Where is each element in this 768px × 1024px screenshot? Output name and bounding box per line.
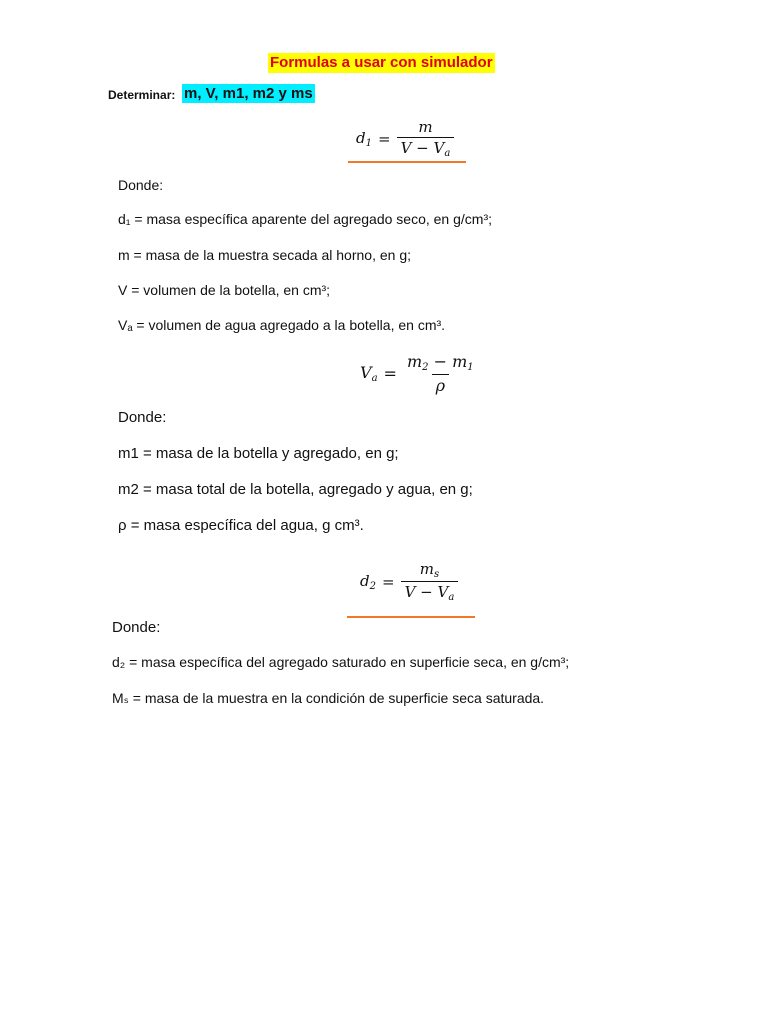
formula-d1-fraction [397,118,455,159]
definition-va: Vₐ = volumen de agua agregado a la botella, en cm³. [118,317,446,333]
formula-va-numerator: $m_2 - m_1$ [406,352,474,373]
formula-d2-fraction [401,560,459,603]
donde-heading-1: Donde: [118,177,164,193]
formula-va-equals: = [383,364,397,383]
formula-va-denominator: ρ [432,374,449,395]
formula-d1 [356,118,454,159]
formula-d2-equals: = [381,572,395,591]
formula-d1-underline [348,161,466,163]
determinar-variables: m, V, m1, m2 y ms [184,85,313,102]
definition-rho: ρ = masa específica del agua, g cm³. [118,517,364,534]
formula-d1-equals: = [377,129,391,148]
formula-va-fraction [403,352,478,395]
determinar-label: Determinar: [108,88,176,102]
donde-heading-2: Donde: [118,409,167,426]
formula-d2-denominator: $V - V_a$ [401,581,459,603]
definition-d2: d₂ = masa específica del agregado saturado en superficie seca, en g/cm³; [112,654,570,670]
formula-d2-lhs: $d_2$ [360,571,376,592]
definition-m2: m2 = masa total de la botella, agregado y agua, en g; [118,481,473,498]
formula-d2-numerator: $m_s$ [419,560,440,580]
definition-ms: Mₛ = masa de la muestra en la condición de superficie seca saturada. [112,690,545,706]
formula-d1-denominator: $V - V_a$ [397,137,455,159]
definition-v: V = volumen de la botella, en cm³; [118,282,331,298]
definition-m: m = masa de la muestra secada al horno, en g; [118,247,411,263]
formula-d1-numerator: m [418,118,433,136]
formula-d2 [360,560,458,603]
formula-d2-underline [347,616,475,618]
formula-va-lhs: $V_a$ [360,363,378,384]
definition-d1: d₁ = masa específica aparente del agregado seco, en g/cm³; [118,211,493,227]
donde-heading-3: Donde: [112,619,161,636]
formula-d1-lhs: $d_1$ [356,128,372,149]
page-title: Formulas a usar con simulador [270,54,493,71]
definition-m1: m1 = masa de la botella y agregado, en g; [118,445,399,462]
formula-va [360,352,478,395]
